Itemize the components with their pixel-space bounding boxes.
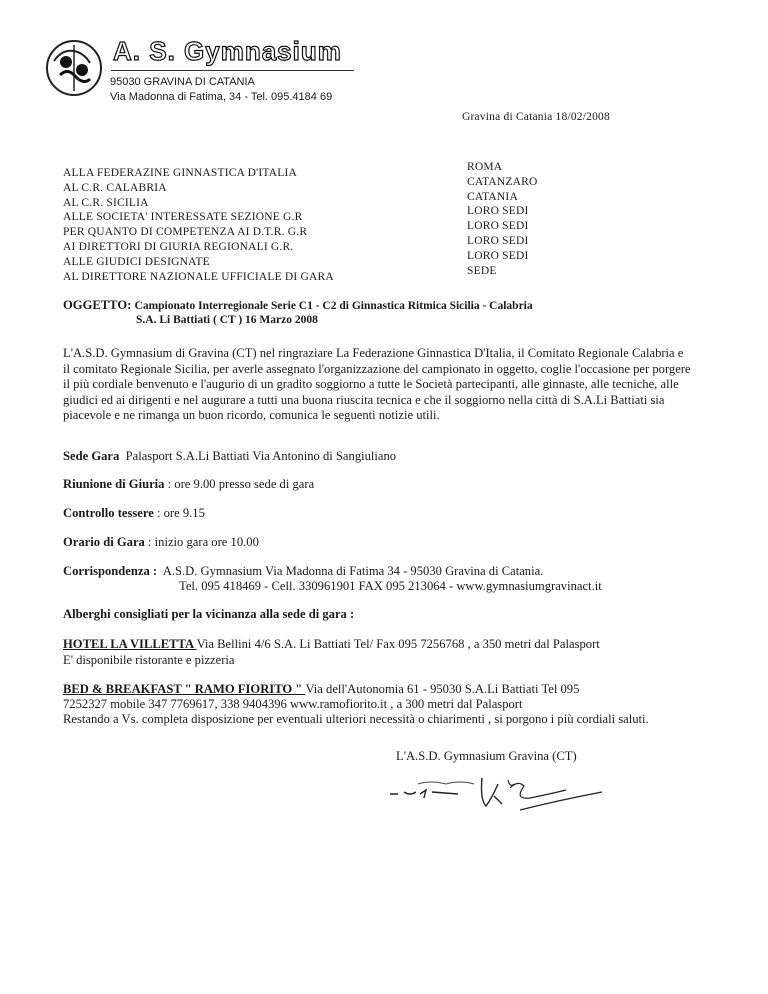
recipient-place: LORO SEDI [467,220,529,233]
handwritten-signature [380,770,620,830]
gymnasium-logo [44,37,104,99]
orario-gara [63,535,259,550]
signed-by: L'A.S.D. Gymnasium Gravina (CT) [396,749,577,763]
address-line-1: 95030 GRAVINA DI CATANIA [110,76,255,88]
hotel-1-name: HOTEL LA VILLETTA [63,637,197,651]
sede-gara [63,449,396,464]
subject-line-1 [63,298,533,313]
address-line-2: Via Madonna di Fatima, 34 - Tel. 095.4184 69 [110,91,333,103]
sede-label: Sede Gara [63,449,120,463]
subject-text: Campionato Interregionale Serie C1 - C2 di Ginnastica Ritmica Sicilia - Calabria [134,300,533,312]
recipient-places [467,160,538,278]
hotel-1 [63,637,600,652]
riunione-value: : ore 9.00 presso sede di gara [167,477,315,491]
controllo-label: Controllo tessere [63,506,154,520]
recipient-name: AL C.R. CALABRIA [63,181,167,194]
org-name: A. S. Gymnasium [113,36,342,66]
orario-label: Orario di Gara [63,535,145,549]
corr-line-1: A.S.D. Gymnasium Via Madonna di Fatima 34 - 95030 Gravina di Catania. [162,564,544,578]
sede-value: Palasport S.A.Li Battiati Via Antonino di Sangiuliano [125,449,397,463]
hotel-2 [63,682,579,697]
orario-value: : inizio gara ore 10.00 [148,535,259,549]
recipient-place: ROMA [467,161,503,173]
subject-line-2: S.A. Li Battiati ( CT ) 16 Marzo 2008 [136,314,318,326]
recipient-name: AL C.R. SICILIA [63,196,149,209]
recipient-place: LORO SEDI [467,234,529,247]
corr-label: Corrispondenza : [63,564,158,578]
recipient-name: ALLE GIUDICI DESIGNATE [63,255,210,268]
recipient-place: CATANZARO [467,175,538,188]
letter-date: Gravina di Catania 18/02/2008 [462,111,610,123]
riunione-giuria [63,477,314,492]
recipient-name: PER QUANTO DI COMPETENZA AI D.T.R. G.R [63,226,308,239]
hotel-2-name: BED & BREAKFAST " RAMO FIORITO " [63,682,306,696]
intro-paragraph: L'A.S.D. Gymnasium di Gravina (CT) nel ringraziare La Federazione Ginnastica D'Italia, il Comitato Regionale Calabria e il comitato Regionale Sicilia, per averle assegnato l'organizzazione del campionato in oggetto, coglie l'occasione per porgere il più cordiale benvenuto e l'augurio di un gradito soggiorno a tutte le Società partecipanti, alle ginnaste, alle tecniche, alle giudici ed ai dirigenti e nel augurare a tutti una buona riuscita tecnica e che il soggiorno nella città di S.A.Li Battiati sia piacevole e ne rimanga un buon ricordo, comunica le seguenti notizie utili. [63,346,691,422]
recipient-name: ALLE SOCIETA' INTERESSATE SEZIONE G.R [63,211,303,224]
recipient-place: LORO SEDI [467,205,529,218]
corrispondenza [63,564,543,579]
hotels-heading: Alberghi consigliati per la vicinanza alla sede di gara : [63,607,355,621]
recipient-name: ALLA FEDERAZINE GINNASTICA D'ITALIA [63,167,297,179]
hotel-2-text: Via dell'Autonomia 61 - 95030 S.A.Li Battiati Tel 095 [305,682,580,696]
hotel-1-text: Via Bellini 4/6 S.A. Li Battiati Tel/ Fax 095 7256768 , a 350 metri dal Palasport [196,637,600,651]
header-rule [111,70,354,71]
hotel-2-line-2: 7252327 mobile 347 7769617, 338 9404396 www.ramofiorito.it , a 300 metri dal Palasport [63,697,523,711]
recipient-place: LORO SEDI [467,249,529,262]
controllo-value: : ore 9.15 [156,506,205,520]
controllo-tessere [63,506,205,521]
recipient-list [63,166,334,284]
subject-label: OGGETTO: [63,298,132,312]
riunione-label: Riunione di Giuria [63,477,165,491]
corr-line-2: Tel. 095 418469 - Cell. 330961901 FAX 095 213064 - www.gymnasiumgravinact.it [179,579,602,593]
recipient-name: AL DIRETTORE NAZIONALE UFFICIALE DI GARA [63,270,334,283]
recipient-name: AI DIRETTORI DI GIURIA REGIONALI G.R. [63,240,294,253]
closing-paragraph: Restando a Vs. completa disposizione per eventuali ulteriori necessità o chiarimenti , si porgono i più cordiali saluti. [63,712,649,726]
recipient-place: SEDE [467,264,497,277]
hotel-1-line-2: E' disponibile ristorante e pizzeria [63,653,235,667]
recipient-place: CATANIA [467,190,518,203]
